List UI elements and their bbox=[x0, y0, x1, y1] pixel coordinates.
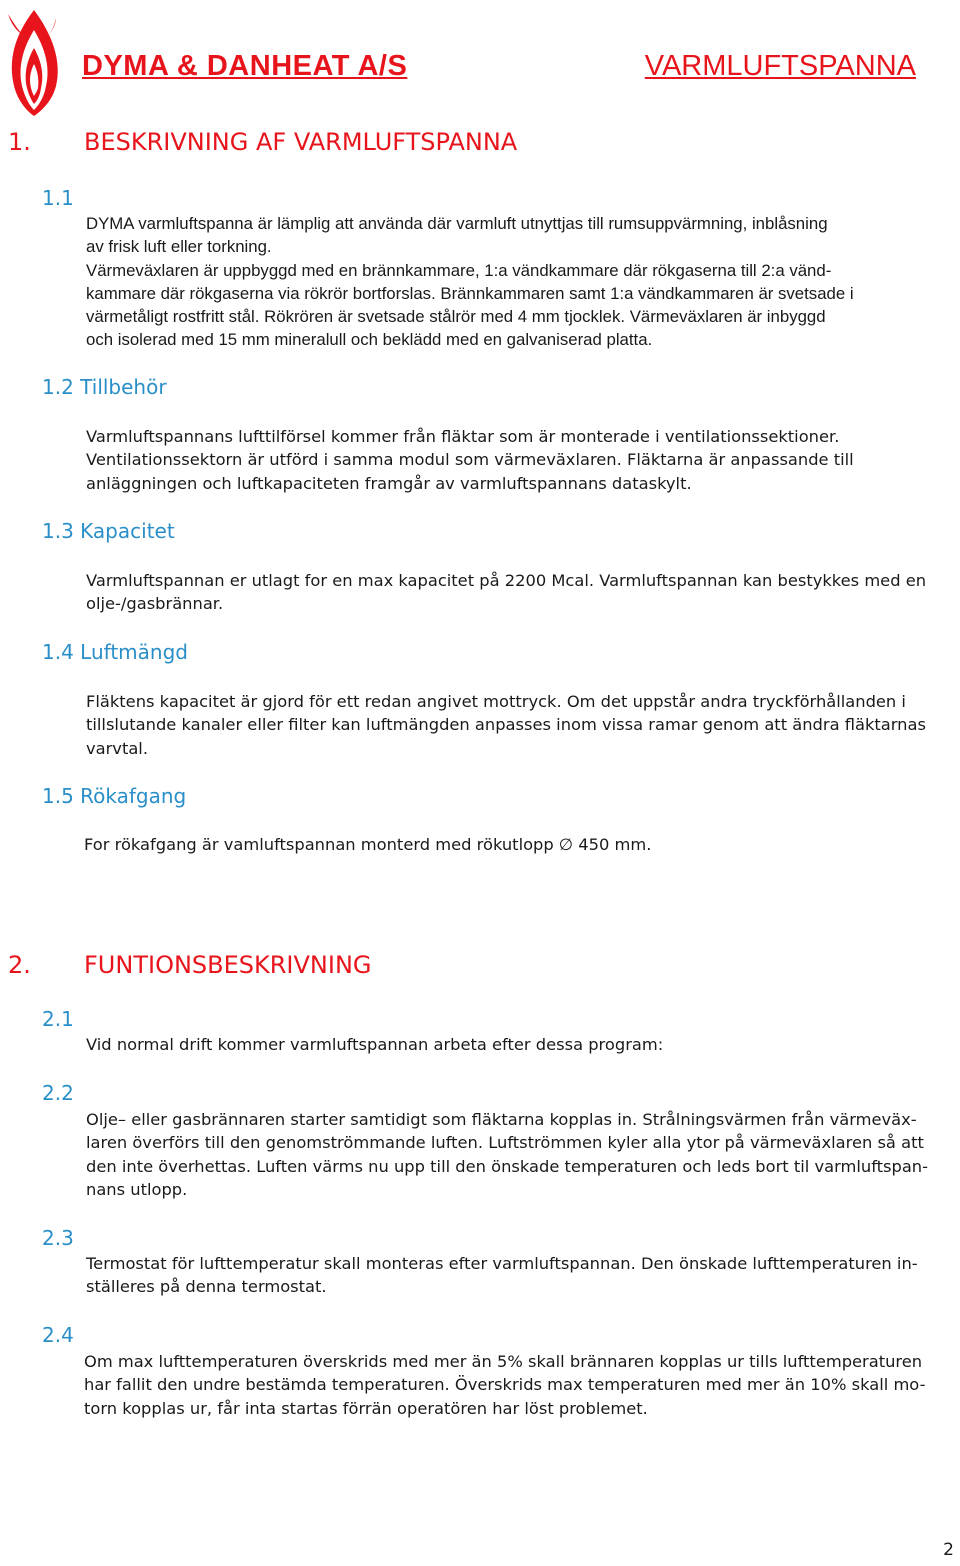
text-line: den inte överhettas. Luften värms nu upp till den önskade temperaturen och leds bort til varmluftspan- bbox=[86, 1156, 929, 1176]
text-line: Om max lufttemperaturen överskrids med mer än 5% skall brännaren kopplas ur tills lufttemperaturen bbox=[84, 1352, 923, 1371]
text-line: Varmluftspannan er utlagt for en max kapacitet på 2200 Mcal. Varmluftspannan kan bestykkes med en bbox=[86, 571, 927, 590]
section-2-1-number: 2.1 bbox=[42, 1007, 74, 1031]
text-line: av frisk luft eller torkning. bbox=[86, 237, 272, 257]
text-line: olje-/gasbrännar. bbox=[86, 594, 224, 614]
section-2-2-number: 2.2 bbox=[42, 1081, 74, 1105]
section-2-4-text bbox=[84, 1350, 956, 1420]
text-line: anläggningen och luftkapaciteten framgår av varmluftspannans dataskylt. bbox=[86, 473, 692, 493]
text-line: For rökafgang är vamluftspannan monterd med rökutlopp ∅ 450 mm. bbox=[84, 835, 652, 854]
page-number: 2 bbox=[943, 1540, 954, 1560]
text-line: nans utlopp. bbox=[86, 1179, 188, 1199]
text-line: laren överförs till den genomströmmande luften. Luftströmmen kyler alla ytor på värmeväxlaren så att bbox=[86, 1133, 924, 1153]
section-1-2-heading: 1.2 Tillbehör bbox=[42, 375, 167, 399]
text-line: kammare där rökgaserna via rökrör bortforslas. Brännkammaren samt 1:a vändkammaren är svetsade i bbox=[86, 283, 854, 303]
text-line: ställeres på denna termostat. bbox=[86, 1277, 327, 1297]
text-line: värmetåligt rostfritt stål. Rökrören är svetsade stålrör med 4 mm tjocklek. Värmeväxlaren är inbyggd bbox=[86, 307, 826, 327]
chapter-2-number: 2. bbox=[8, 951, 31, 979]
text-line: Vid normal drift kommer varmluftspannan arbeta efter dessa program: bbox=[86, 1035, 664, 1054]
text-line: torn kopplas ur, får inta startas förrän operatören har löst problemet. bbox=[84, 1398, 648, 1418]
text-line: tillslutande kanaler eller filter kan luftmängden anpasses inom vissa ramar genom att ändra fläktarnas bbox=[86, 715, 926, 735]
chapter-2-title: FUNTIONSBESKRIVNING bbox=[84, 951, 372, 979]
text-line: varvtal. bbox=[86, 738, 149, 758]
section-1-4-text bbox=[86, 690, 958, 760]
section-1-3-heading: 1.3 Kapacitet bbox=[42, 519, 175, 543]
company-name: DYMA & DANHEAT A/S bbox=[82, 50, 408, 82]
section-2-3-text bbox=[86, 1252, 958, 1299]
text-line: har fallit den undre bestämda temperaturen. Överskrids max temperaturen med mer än 10% skall mo- bbox=[84, 1375, 926, 1395]
section-2-4-number: 2.4 bbox=[42, 1323, 74, 1347]
text-line: Olje– eller gasbrännaren starter samtidigt som fläktarna kopplas in. Strålningsvärmen från värmeväx- bbox=[86, 1110, 917, 1129]
text-line: Ventilationssektorn är utförd i samma modul som värmeväxlaren. Fläktarna är anpassande till bbox=[86, 450, 854, 470]
section-2-3-number: 2.3 bbox=[42, 1226, 74, 1250]
section-2-2-text bbox=[86, 1108, 958, 1201]
section-1-5-text bbox=[84, 833, 956, 856]
section-2-1-text bbox=[86, 1033, 958, 1056]
chapter-1-number: 1. bbox=[8, 128, 31, 156]
text-line: Varmluftspannans lufttilförsel kommer från fläktar som är monterade i ventilationssektioner. bbox=[86, 427, 840, 446]
text-line: Fläktens kapacitet är gjord för ett redan angivet mottryck. Om det uppstår andra tryckförhållanden i bbox=[86, 692, 906, 711]
chapter-1-title: BESKRIVNING AF VARMLUFTSPANNA bbox=[84, 128, 518, 156]
text-line: Värmeväxlaren är uppbyggd med en brännkammare, 1:a vändkammare där rökgaserna till 2:a vänd- bbox=[86, 260, 832, 280]
section-1-1-text bbox=[86, 212, 958, 352]
section-1-5-heading: 1.5 Rökafgang bbox=[42, 784, 187, 808]
section-1-3-text bbox=[86, 569, 958, 616]
section-1-2-text bbox=[86, 425, 958, 495]
document-title: VARMLUFTSPANNA bbox=[644, 50, 916, 82]
section-1-4-heading: 1.4 Luftmängd bbox=[42, 640, 188, 664]
text-line: DYMA varmluftspanna är lämplig att använda där varmluft utnyttjas till rumsuppvärmning, inblåsning bbox=[86, 214, 828, 233]
text-line: Termostat för lufttemperatur skall monteras efter varmluftspannan. Den önskade lufttemperaturen in- bbox=[86, 1254, 918, 1273]
text-line: och isolerad med 15 mm mineralull och beklädd med en galvaniserad platta. bbox=[86, 330, 653, 350]
flame-logo-icon bbox=[4, 6, 66, 118]
section-1-1-number: 1.1 bbox=[42, 186, 74, 210]
